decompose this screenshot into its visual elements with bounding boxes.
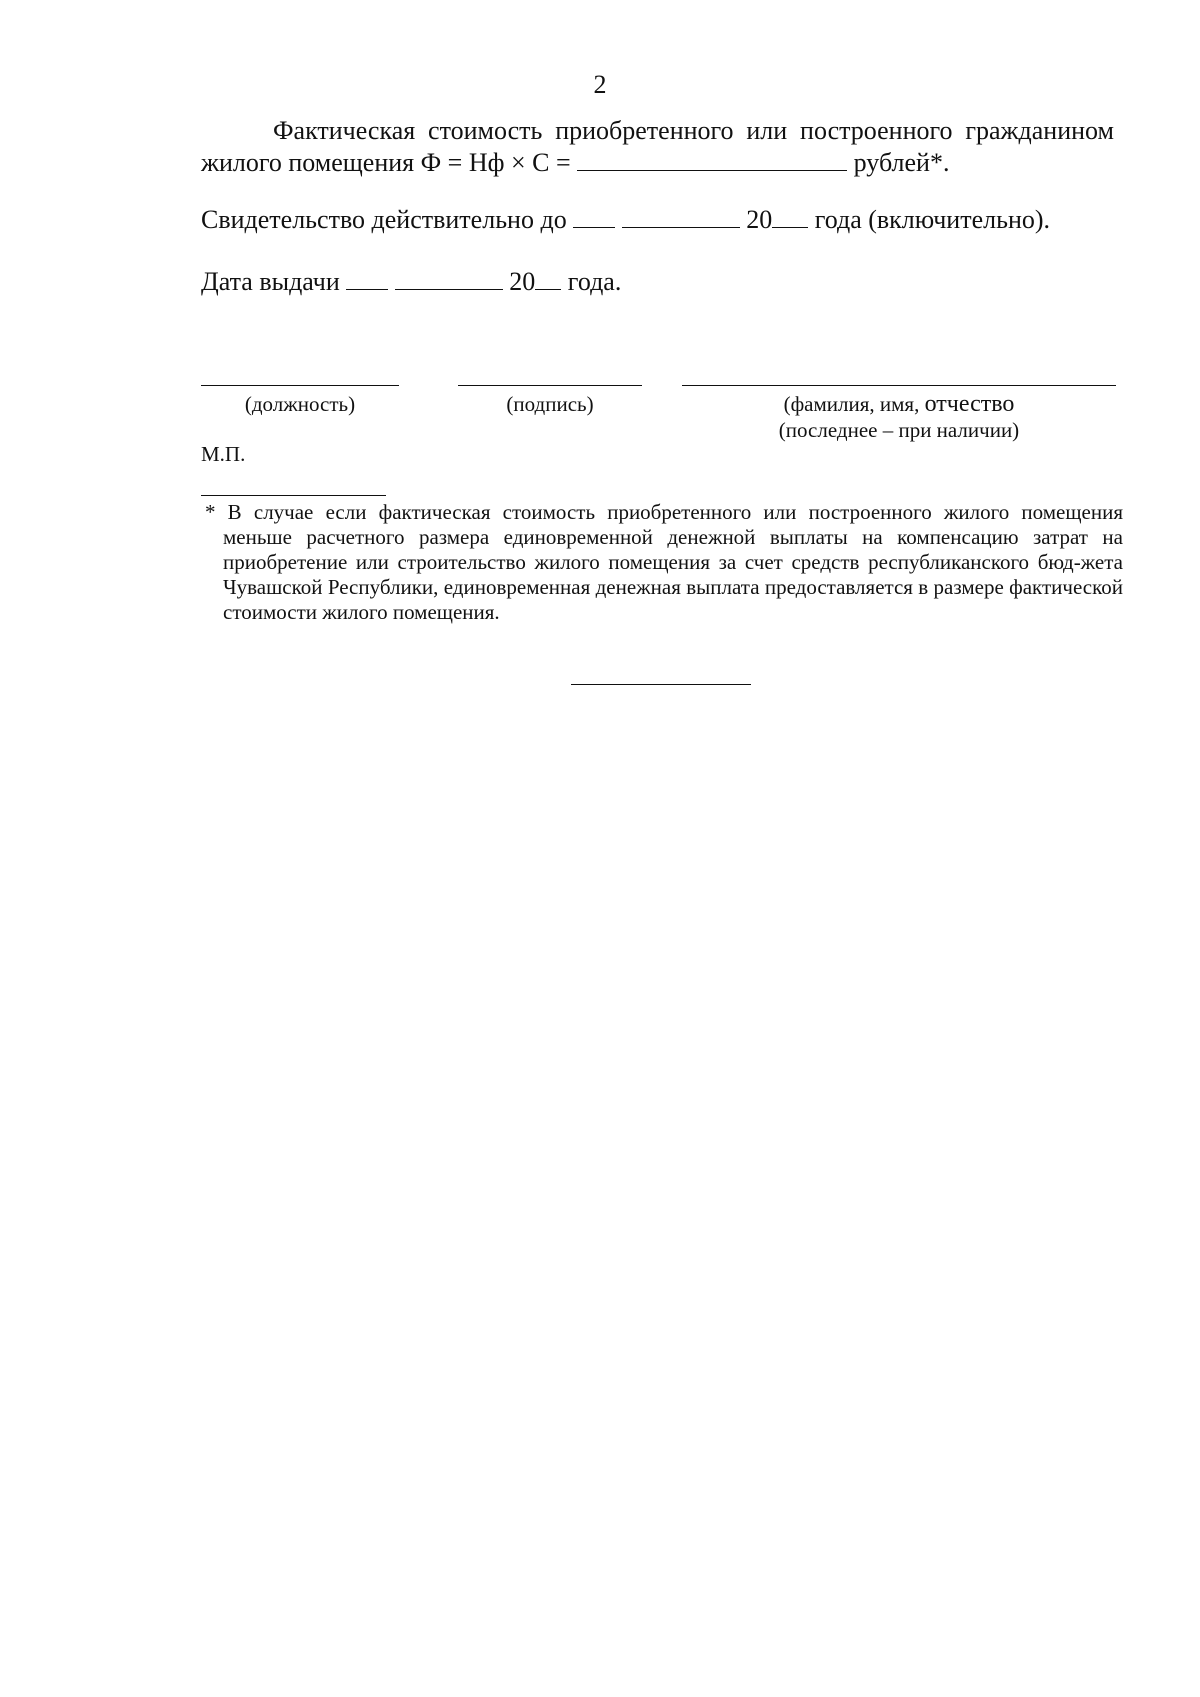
full-name-label-line2: (последнее – при наличии) bbox=[778, 418, 1020, 442]
validity-year-prefix: 20 bbox=[746, 205, 773, 234]
validity-month-blank[interactable] bbox=[622, 205, 740, 228]
issue-year-prefix: 20 bbox=[509, 267, 536, 296]
validity-day-blank[interactable] bbox=[573, 205, 615, 228]
full-name-label-part1: (фамилия, имя, bbox=[783, 392, 925, 416]
footnote-divider bbox=[201, 495, 386, 496]
footnote: * В случае если фактическая стоимость приобретенного или построенного жилого помещения меньше расчетного размера единовременной денежной выплаты на компенсацию затрат на приобретение или строительство жилого помещения за счет средств республиканского бюд-жета Чувашской Республики, единовременная денежная выплата предоставляется в размере фактической стоимости жилого помещения. bbox=[205, 500, 1123, 624]
full-name-label bbox=[682, 391, 1116, 443]
issue-year-blank[interactable] bbox=[535, 267, 561, 290]
position-label: (должность) bbox=[244, 392, 356, 416]
issue-date-prefix: Дата выдачи bbox=[201, 267, 340, 296]
signature-label: (подпись) bbox=[506, 392, 594, 416]
validity-line bbox=[201, 204, 1114, 236]
full-name-label-part2: отчество bbox=[924, 391, 1015, 417]
actual-cost-text: Фактическая стоимость приобретенного или построенного гражданином жилого помещения Ф = Нф × С = bbox=[201, 116, 1114, 177]
page-number: 2 bbox=[593, 70, 607, 99]
position-signature-line[interactable] bbox=[201, 385, 399, 386]
document-end-rule bbox=[571, 684, 751, 685]
validity-year-blank[interactable] bbox=[772, 205, 808, 228]
issue-date-line bbox=[201, 266, 1114, 298]
actual-cost-blank[interactable] bbox=[577, 148, 847, 171]
actual-cost-paragraph bbox=[201, 115, 1114, 179]
stamp-placeholder: М.П. bbox=[201, 442, 246, 466]
validity-prefix: Свидетельство действительно до bbox=[201, 205, 567, 234]
full-name-signature-line[interactable] bbox=[682, 385, 1116, 386]
validity-suffix: года (включительно). bbox=[808, 205, 1051, 234]
signature-line[interactable] bbox=[458, 385, 642, 386]
issue-month-blank[interactable] bbox=[395, 267, 503, 290]
actual-cost-suffix: рублей*. bbox=[847, 148, 950, 177]
issue-date-suffix: года. bbox=[561, 267, 622, 296]
issue-day-blank[interactable] bbox=[346, 267, 388, 290]
